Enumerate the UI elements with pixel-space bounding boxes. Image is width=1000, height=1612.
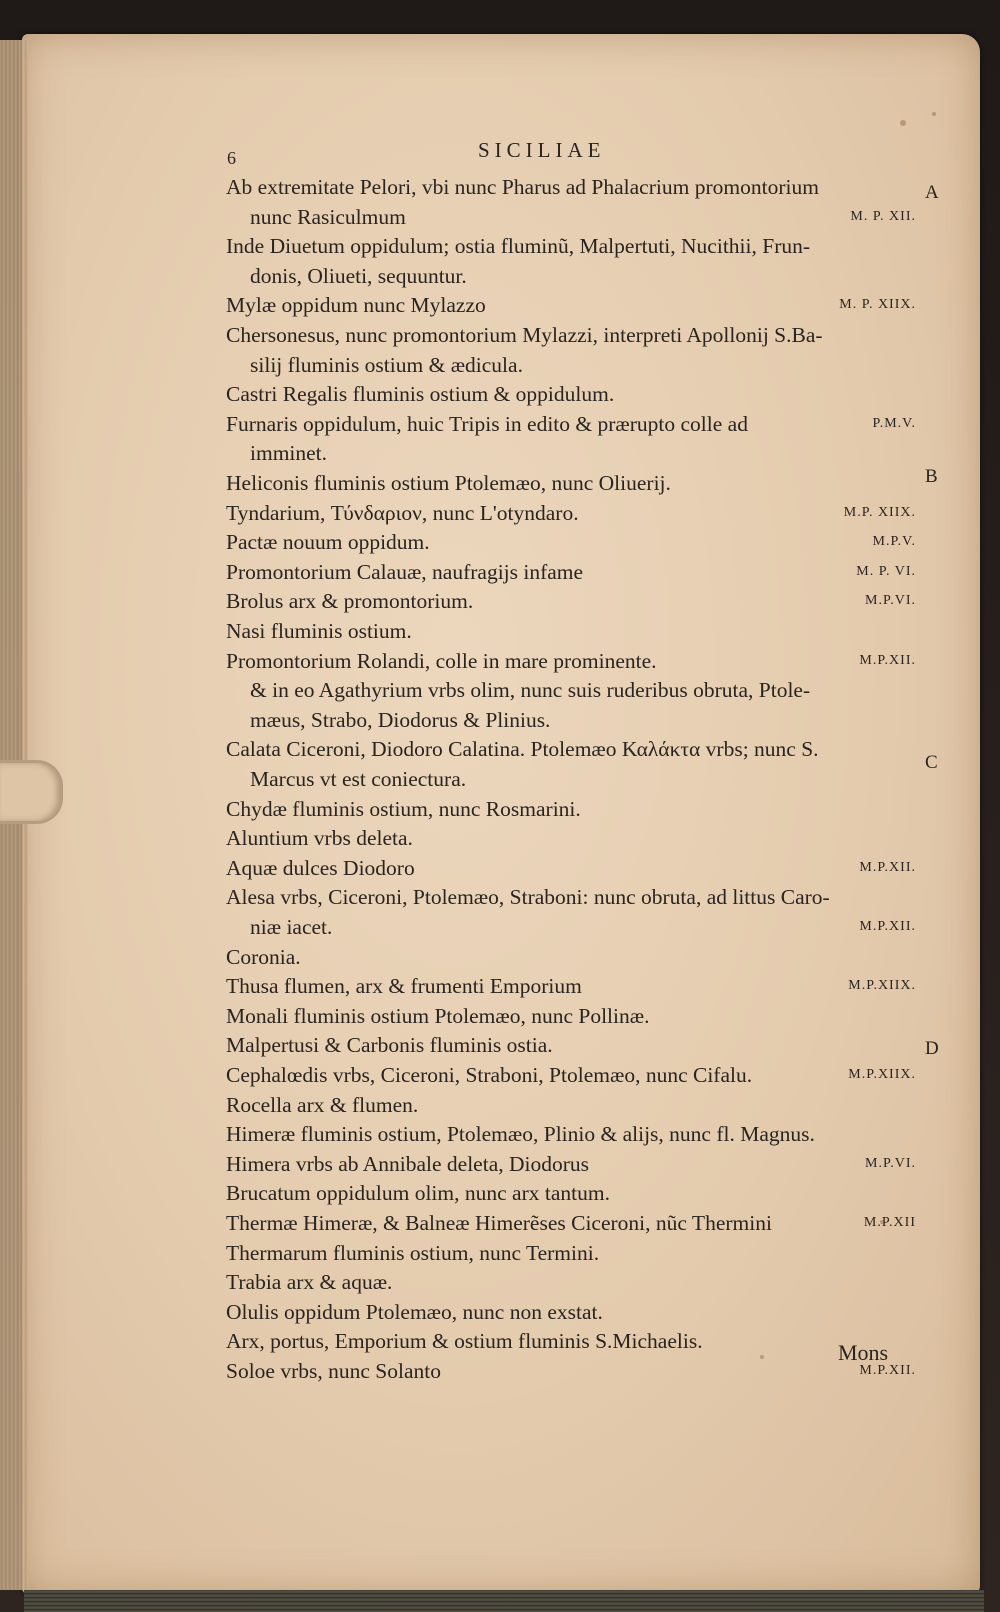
line-text: nunc Rasiculmum (250, 204, 406, 229)
text-line (226, 882, 916, 912)
text-line (226, 794, 916, 824)
text-line (226, 379, 916, 409)
distance-marker: M. P. XII. (850, 208, 916, 224)
text-line (226, 1090, 916, 1120)
distance-marker: M.P.XII. (859, 652, 916, 668)
text-line (226, 1238, 916, 1268)
text-line (226, 1149, 916, 1179)
text-line (226, 853, 916, 883)
line-text: donis, Oliueti, sequuntur. (250, 263, 467, 288)
line-text: Cephalœdis vrbs, Ciceroni, Straboni, Ptolemæo, nunc Cifalu. (226, 1063, 753, 1087)
line-text: Ab extremitate Pelori, vbi nunc Pharus ad Phalacrium promontorium (226, 175, 819, 199)
line-text: Promontorium Calauæ, naufragijs infame (226, 559, 584, 584)
text-line (226, 438, 916, 468)
line-text: niæ iacet. (250, 915, 333, 939)
line-text: Arx, portus, Emporium & ostium fluminis S.Michaelis. (226, 1329, 703, 1354)
text-line (226, 468, 916, 498)
foxing-spot (900, 120, 906, 126)
distance-marker: P.M.V. (872, 415, 916, 431)
line-text: Rocella arx & flumen. (226, 1092, 419, 1117)
text-line (226, 172, 916, 202)
text-line (226, 1178, 916, 1208)
line-text: Aquæ dulces Diodoro (226, 855, 415, 880)
margin-letter-d: D (925, 1038, 939, 1059)
text-line (226, 231, 916, 261)
distance-marker: M. P. VI. (856, 563, 916, 579)
distance-marker: M.P.VI. (865, 593, 916, 609)
line-text: Pactæ nouum oppidum. (226, 530, 430, 555)
line-text: Furnaris oppidulum, huic Tripis in edito & prærupto colle ad (226, 411, 748, 436)
line-text: Coronia. (226, 944, 301, 969)
text-line (226, 1356, 916, 1386)
running-head: SICILIAE (478, 138, 606, 162)
line-text: & in eo Agathyrium vrbs olim, nunc suis ruderibus obruta, Ptole- (250, 678, 811, 703)
text-line (226, 971, 916, 1001)
text-line (226, 320, 916, 350)
text-line (226, 942, 916, 972)
text-line (226, 498, 916, 528)
page-number: 6 (227, 148, 236, 168)
line-text: Olulis oppidum Ptolemæo, nunc non exstat. (226, 1299, 603, 1324)
text-line (226, 646, 916, 676)
text-line (226, 527, 916, 557)
text-line (226, 1030, 916, 1060)
margin-letter-b: B (925, 466, 938, 487)
text-line (226, 1326, 916, 1356)
distance-marker: M.P.V. (872, 534, 916, 550)
line-text: Tyndarium, Τύνδαριον, nunc L'otyndaro. (226, 500, 579, 525)
page-edges-bottom (24, 1590, 984, 1612)
line-text: imminet. (250, 441, 328, 466)
text-line (226, 1119, 916, 1149)
line-text: Thermæ Himeræ, & Balneæ Himerẽses Ciceroni, nũc Thermini (226, 1211, 772, 1235)
margin-letter-c: C (925, 752, 938, 773)
distance-marker: M.P.XII. (859, 1363, 916, 1378)
line-text: Brucatum oppidulum olim, nunc arx tantum. (226, 1181, 610, 1206)
text-line (226, 734, 916, 764)
clasp-tab (0, 760, 63, 824)
line-text: Promontorium Rolandi, colle in mare prominente. (226, 648, 657, 673)
text-line (226, 1208, 916, 1238)
distance-marker: M.P.XII (863, 1215, 916, 1230)
line-text: Heliconis fluminis ostium Ptolemæo, nunc Oliuerij. (226, 471, 671, 495)
text-line (226, 557, 916, 587)
text-line (226, 823, 916, 853)
text-line (226, 1297, 916, 1327)
text-line (226, 616, 916, 646)
distance-marker: M.P.XII. (859, 859, 916, 875)
line-text: Aluntium vrbs deleta. (226, 826, 413, 851)
distance-marker: M.P. XIIX. (843, 504, 916, 520)
line-text: Nasi fluminis ostium. (226, 619, 412, 643)
text-line (226, 290, 916, 320)
foxing-spot (932, 112, 936, 116)
line-text: silij fluminis ostium & ædicula. (250, 352, 523, 377)
text-line (226, 1060, 916, 1090)
line-text: Himera vrbs ab Annibale deleta, Diodorus (226, 1151, 590, 1176)
line-text: Thermarum fluminis ostium, nunc Termini. (226, 1240, 600, 1265)
line-text: Malpertusi & Carbonis fluminis ostia. (226, 1033, 553, 1058)
text-line (226, 350, 916, 380)
text-line (226, 764, 916, 794)
text-line (226, 261, 916, 291)
line-text: Brolus arx & promontorium. (226, 589, 474, 614)
line-text: mæus, Strabo, Diodorus & Plinius. (250, 707, 551, 732)
text-line (226, 409, 916, 439)
line-text: Himeræ fluminis ostium, Ptolemæo, Plinio & alijs, nunc fl. Magnus. (226, 1122, 815, 1147)
text-line (226, 202, 916, 232)
distance-marker: M. P. XIIX. (839, 297, 916, 313)
line-text: Castri Regalis fluminis ostium & oppidulum. (226, 382, 615, 407)
distance-marker: M.P.VI. (865, 1155, 916, 1171)
text-line (226, 1267, 916, 1297)
line-text: Inde Diuetum oppidulum; ostia fluminũ, Malpertuti, Nucithii, Frun- (226, 234, 811, 259)
distance-marker: M.P.XIIX. (848, 1067, 916, 1082)
line-text: Trabia arx & aquæ. (226, 1270, 393, 1295)
line-text: Thusa flumen, arx & frumenti Emporium (226, 974, 582, 999)
line-text: Marcus vt est coniectura. (250, 767, 467, 791)
distance-marker: M.P.XIIX. (848, 978, 916, 994)
catchword: Mons (838, 1340, 889, 1365)
text-line (226, 675, 916, 705)
line-text: Monali fluminis ostium Ptolemæo, nunc Pollinæ. (226, 1003, 650, 1028)
text-line (226, 586, 916, 616)
text-line (226, 1001, 916, 1031)
text-line (226, 912, 916, 942)
line-text: Chydæ fluminis ostium, nunc Rosmarini. (226, 796, 581, 821)
line-text: Mylæ oppidum nunc Mylazzo (226, 293, 486, 318)
distance-marker: M.P.XII. (859, 919, 916, 934)
margin-letter-a: A (925, 182, 939, 203)
line-text: Soloe vrbs, nunc Solanto (226, 1359, 441, 1383)
line-text: Alesa vrbs, Ciceroni, Ptolemæo, Straboni: nunc obruta, ad littus Caro- (226, 885, 830, 910)
line-text: Chersonesus, nunc promontorium Mylazzi, interpreti Apollonij S.Ba- (226, 323, 823, 347)
line-text: Calata Ciceroni, Diodoro Calatina. Ptolemæo Καλάκτα vrbs; nunc S. (226, 737, 819, 762)
text-line (226, 705, 916, 735)
